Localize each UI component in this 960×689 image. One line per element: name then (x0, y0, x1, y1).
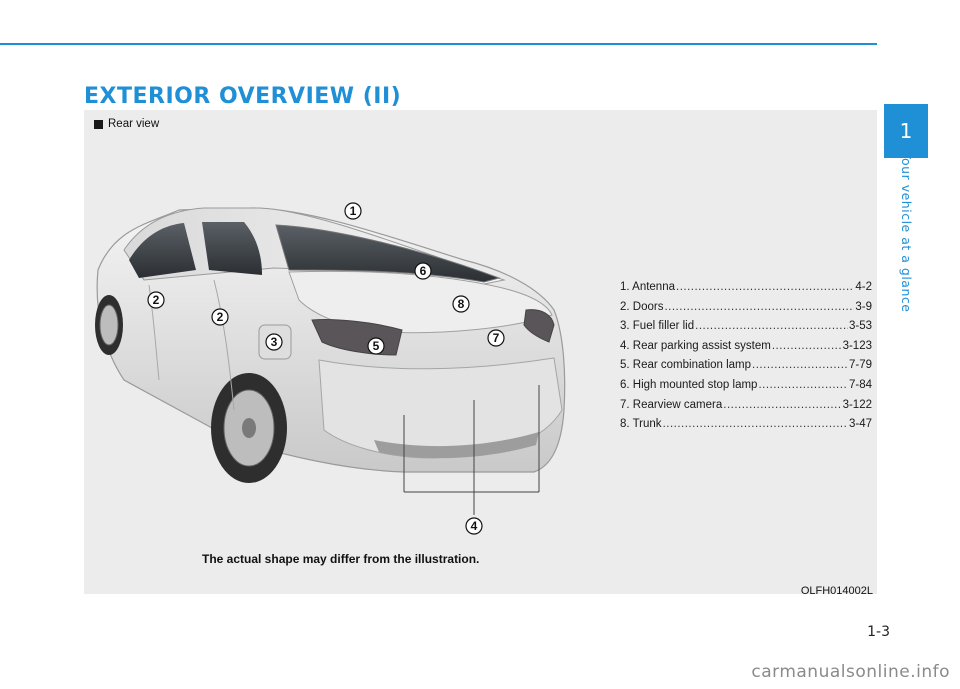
legend-item[interactable]: 5. Rear combination lamp ..... 7-79 (620, 359, 872, 379)
rear-view-figure (84, 110, 877, 597)
callout-5 (368, 338, 384, 354)
callout-1 (345, 203, 361, 219)
svg-text:7: 7 (492, 331, 500, 345)
callout-2b (212, 309, 228, 325)
callout-2a (148, 292, 164, 308)
page-title: EXTERIOR OVERVIEW (II) (84, 84, 402, 109)
watermark-link[interactable]: carmanualsonline.info (751, 662, 950, 682)
svg-text:2: 2 (216, 310, 224, 324)
callout-8 (453, 296, 469, 312)
legend-item[interactable]: 4. Rear parking assist system ..... 3-123 (620, 340, 872, 360)
callout-7 (488, 330, 504, 346)
callout-6 (415, 263, 431, 279)
parts-legend (620, 281, 872, 438)
chapter-title: Your vehicle at a glance (899, 151, 914, 313)
svg-text:5: 5 (372, 339, 380, 353)
legend-item[interactable]: 7. Rearview camera ..... 3-122 (620, 399, 872, 419)
callout-4 (466, 518, 482, 534)
svg-text:4: 4 (470, 519, 478, 533)
svg-text:2: 2 (152, 293, 160, 307)
figure-caption: The actual shape may differ from the illustration. (202, 552, 480, 566)
page-number: 1-3 (867, 624, 890, 640)
header-rule (0, 43, 877, 45)
legend-item[interactable]: 2. Doors ..... 3-9 (620, 301, 872, 321)
svg-text:1: 1 (349, 204, 357, 218)
callout-3 (266, 334, 282, 350)
legend-item[interactable]: 3. Fuel filler lid ..... 3-53 (620, 320, 872, 340)
svg-text:3: 3 (270, 335, 278, 349)
legend-item[interactable]: 6. High mounted stop lamp ..... 7-84 (620, 379, 872, 399)
chapter-number: 1 (899, 119, 913, 143)
svg-text:8: 8 (457, 297, 465, 311)
view-label-text: Rear view (108, 118, 160, 130)
legend-item[interactable]: 1. Antenna ..... 4-2 (620, 281, 872, 301)
svg-text:6: 6 (419, 264, 427, 278)
image-code: OLFH014002L (800, 585, 873, 597)
legend-item[interactable]: 8. Trunk ..... 3-47 (620, 418, 872, 438)
